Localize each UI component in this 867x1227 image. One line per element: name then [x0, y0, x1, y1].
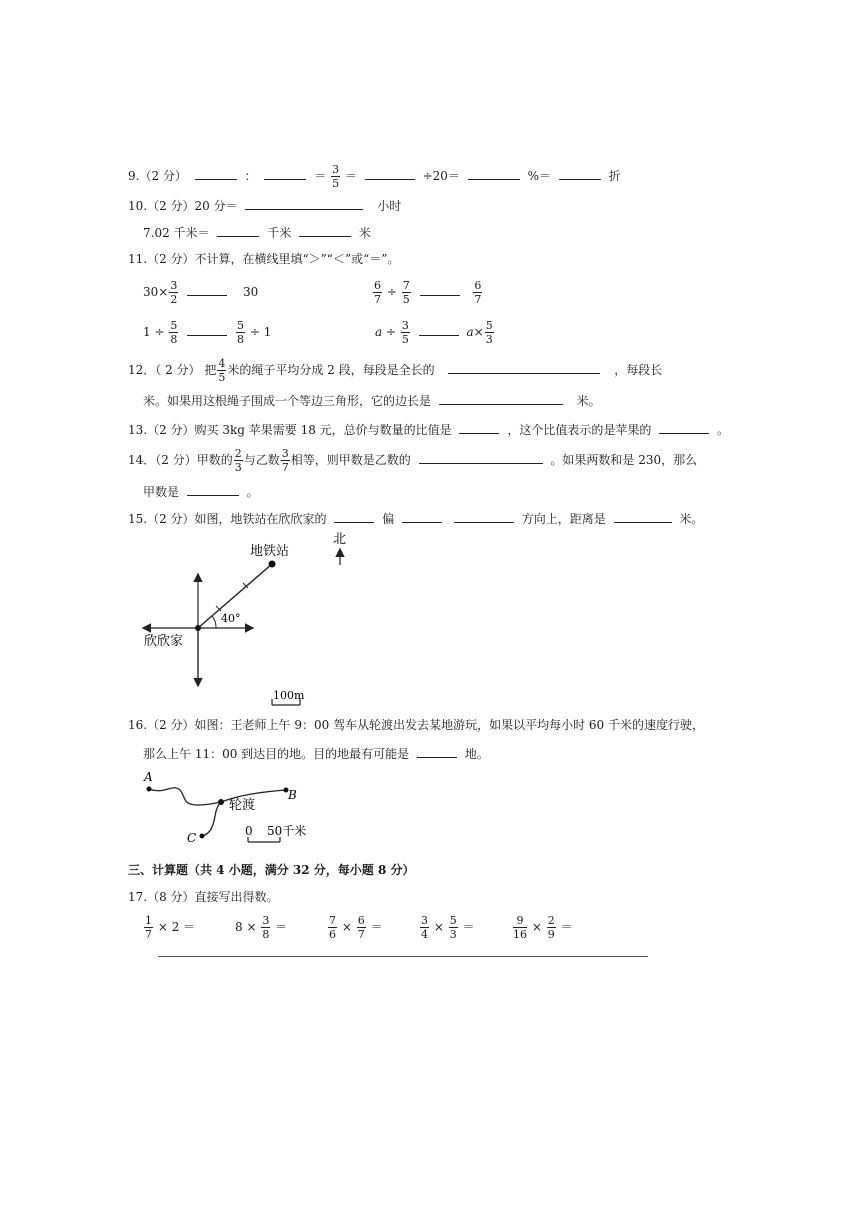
- q14-frac2: $\frac{3}{7}$: [281, 447, 289, 474]
- q10-hour: 小时: [377, 199, 402, 213]
- home-label: 欣欣家: [144, 634, 184, 649]
- q15-dir: 方向上，距离是: [521, 512, 606, 526]
- station-label: 地铁站: [250, 544, 290, 559]
- q15-map-diagram: [130, 525, 370, 710]
- q10-km-value: 7.02 千米＝: [143, 226, 210, 240]
- q16-line1: 16.（2 分）如图：王老师上午 9：00 驾车从轮渡出发去某地游玩，如果以平均每小时 60 千米的速度行驶，: [128, 718, 704, 732]
- question-12: [128, 358, 662, 383]
- question-12-line2: [143, 392, 601, 409]
- q17-e3-frac1: $\frac{7}{6}$: [329, 914, 336, 941]
- q12-blank-2[interactable]: [439, 403, 563, 405]
- question-13: [128, 421, 729, 438]
- q14-blank-2[interactable]: [187, 494, 239, 496]
- q17-expr-1: [143, 915, 195, 940]
- station-point: [269, 561, 276, 568]
- q11-b-frac1: $\frac{6}{7}$: [374, 279, 381, 306]
- q9-zhe: 折: [608, 169, 621, 183]
- label-a: A: [144, 770, 153, 784]
- q9-eq: ＝: [314, 169, 327, 183]
- q12-line2: 米。如果用这根绳子围成一个等边三角形，它的边长是: [143, 394, 432, 408]
- angle-arc: [212, 616, 216, 628]
- q12-text1: 米的绳子平均分成 2 段，每段是全长的: [227, 363, 435, 377]
- ferry-label: 轮渡: [229, 798, 256, 813]
- q11-c-frac1: $\frac{5}{8}$: [170, 319, 178, 346]
- scale-fifty: 50千米: [267, 824, 307, 838]
- q11-d-blank[interactable]: [419, 334, 459, 336]
- q11-b-frac2: $\frac{7}{5}$: [402, 279, 410, 306]
- q11-d-frac1: $\frac{3}{5}$: [401, 319, 409, 346]
- q17-e4-frac2: $\frac{5}{3}$: [449, 914, 457, 941]
- q9-blank-4[interactable]: [468, 178, 520, 180]
- q10-blank-3[interactable]: [299, 235, 351, 237]
- q13-blank-1[interactable]: [459, 432, 499, 434]
- q11-a-post: 30: [242, 285, 259, 299]
- q11-b-blank[interactable]: [420, 294, 460, 296]
- label-b: B: [288, 788, 297, 802]
- q17-expr-5: [512, 915, 573, 940]
- question-9: [128, 164, 621, 189]
- q17-e5-times: ×: [531, 920, 542, 934]
- q17-e3-frac2: $\frac{6}{7}$: [357, 914, 365, 941]
- q15-m: 米。: [679, 512, 704, 526]
- q12-frac: $\frac{4}{5}$: [218, 357, 226, 384]
- q14-line2: 甲数是: [143, 485, 180, 499]
- q17-e3-eq: ＝: [370, 920, 383, 934]
- angle-label: 40°: [221, 612, 241, 625]
- q17-e5-eq: ＝: [560, 920, 573, 934]
- q17-e4-frac1: $\frac{3}{4}$: [421, 914, 428, 941]
- q17-e4-times: ×: [433, 920, 444, 934]
- point-c: [200, 834, 205, 839]
- q16-route-map: [130, 765, 340, 845]
- q12-line2-end: 米。: [576, 394, 601, 408]
- q14-prefix: 14．（2 分）甲数的: [128, 453, 233, 467]
- q11-d-pre2: a×: [466, 325, 484, 339]
- q15-blank-4[interactable]: [614, 521, 672, 523]
- home-point: [195, 625, 201, 631]
- q13-text2: ，这个比值表示的是苹果的: [507, 423, 652, 437]
- q15-text1: 15.（2 分）如图，地铁站在欣欣家的: [128, 512, 327, 526]
- q9-fraction: $\frac{3}{5}$: [332, 163, 340, 190]
- q14-mid: 与乙数: [243, 453, 280, 467]
- q16-blank[interactable]: [417, 756, 457, 758]
- q11-c-pre: 1 ÷: [143, 325, 165, 339]
- q10-blank-1[interactable]: [245, 208, 363, 210]
- q11-b-op: ÷: [386, 285, 397, 299]
- q9-blank-2[interactable]: [264, 178, 306, 180]
- q17-e3-times: ×: [341, 920, 352, 934]
- q11-prefix: 11.（2 分）不计算，在横线里填“＞”“＜”或“＝”。: [128, 252, 400, 266]
- q9-blank-1[interactable]: [195, 178, 237, 180]
- q12-blank-1[interactable]: [448, 372, 600, 374]
- question-10: [128, 197, 401, 214]
- q17-expr-4: [419, 915, 475, 940]
- q17-e4-eq: ＝: [462, 920, 475, 934]
- q17-expr-3: [327, 915, 383, 940]
- q16-line2: 那么上午 11：00 到达目的地。目的地最有可能是: [143, 747, 410, 761]
- scale-zero: 0: [245, 824, 253, 838]
- q11-b-frac3: $\frac{6}{7}$: [474, 279, 482, 306]
- point-a: [147, 787, 152, 792]
- q11-c-frac2: $\frac{5}{8}$: [237, 319, 244, 346]
- q14-frac1: $\frac{2}{3}$: [234, 447, 242, 474]
- q17-prefix: 17.（8 分）直接写出得数。: [128, 890, 279, 904]
- q11-item-c: [143, 320, 271, 345]
- q16-line2-end: 地。: [464, 747, 489, 761]
- q11-a-pre: 30×: [143, 285, 169, 299]
- route-ferry-c: [202, 802, 221, 836]
- q11-item-a: [143, 280, 258, 305]
- q17-expr-2: [235, 915, 287, 940]
- question-10-line2: [143, 224, 371, 241]
- q12-prefix: 12．（ 2 分） 把: [128, 363, 217, 377]
- question-17: [128, 888, 279, 905]
- q11-a-blank[interactable]: [187, 294, 227, 296]
- q13-text1: 13.（2 分）购买 3kg 苹果需要 18 元，总价与数量的比值是: [128, 423, 452, 437]
- label-c: C: [187, 831, 197, 845]
- q11-c-post: ÷ 1: [249, 325, 272, 339]
- question-14: [128, 448, 697, 473]
- q17-e2-post: ＝: [275, 920, 288, 934]
- q14-line2-end: 。: [246, 485, 259, 499]
- route-a-ferry: [149, 788, 221, 805]
- q9-div20: ÷20＝: [422, 169, 460, 183]
- q11-d-pre: a ÷: [375, 325, 397, 339]
- q10-blank-2[interactable]: [217, 235, 259, 237]
- q17-e5-frac1: $\frac{9}{16}$: [513, 914, 527, 941]
- question-11: [128, 250, 399, 267]
- point-ferry: [218, 799, 224, 805]
- q17-e1-frac: $\frac{1}{7}$: [145, 914, 152, 941]
- q9-blank-5[interactable]: [559, 178, 601, 180]
- q9-blank-3[interactable]: [365, 178, 415, 180]
- q17-e1-post: × 2 ＝: [157, 920, 196, 934]
- section-3-heading: 三、计算题（共 4 小题，满分 32 分，每小题 8 分）: [128, 863, 415, 877]
- q14-text2: 。如果两数和是 230，那么: [550, 453, 698, 467]
- q13-text3: 。: [716, 423, 729, 437]
- question-14-line2: [143, 483, 259, 500]
- q11-item-b: [372, 280, 483, 305]
- q15-blank-3[interactable]: [454, 521, 514, 523]
- question-16: [128, 716, 704, 733]
- q10-prefix: 10.（2 分）20 分＝: [128, 199, 238, 213]
- north-label: 北: [333, 532, 347, 547]
- q9-colon: ：: [244, 169, 257, 183]
- q12-text2: ，每段长: [614, 363, 663, 377]
- q9-percent: %＝: [527, 169, 551, 183]
- q11-c-blank[interactable]: [187, 334, 227, 336]
- q11-a-frac: $\frac{3}{2}$: [170, 279, 178, 306]
- q17-e2-frac: $\frac{3}{8}$: [262, 914, 270, 941]
- q14-text1: 相等，则甲数是乙数的: [290, 453, 411, 467]
- page-bottom-divider: [158, 956, 648, 957]
- q15-blank-2[interactable]: [402, 521, 442, 523]
- q15-blank-1[interactable]: [334, 521, 374, 523]
- q10-km: 千米: [267, 226, 292, 240]
- q11-d-frac2: $\frac{5}{3}$: [485, 319, 493, 346]
- scale-label: 100m: [273, 689, 305, 702]
- q14-blank-1[interactable]: [419, 462, 543, 464]
- q15-pian: 偏: [382, 512, 395, 526]
- q9-eq2: ＝: [344, 169, 357, 183]
- q13-blank-2[interactable]: [659, 432, 709, 434]
- q11-item-d: [375, 320, 495, 345]
- q17-e2-pre: 8 ×: [235, 920, 257, 934]
- question-16-line2: [143, 745, 489, 762]
- q17-e5-frac2: $\frac{2}{9}$: [547, 914, 555, 941]
- q9-prefix: 9.（2 分）: [128, 169, 187, 183]
- q10-m: 米: [358, 226, 371, 240]
